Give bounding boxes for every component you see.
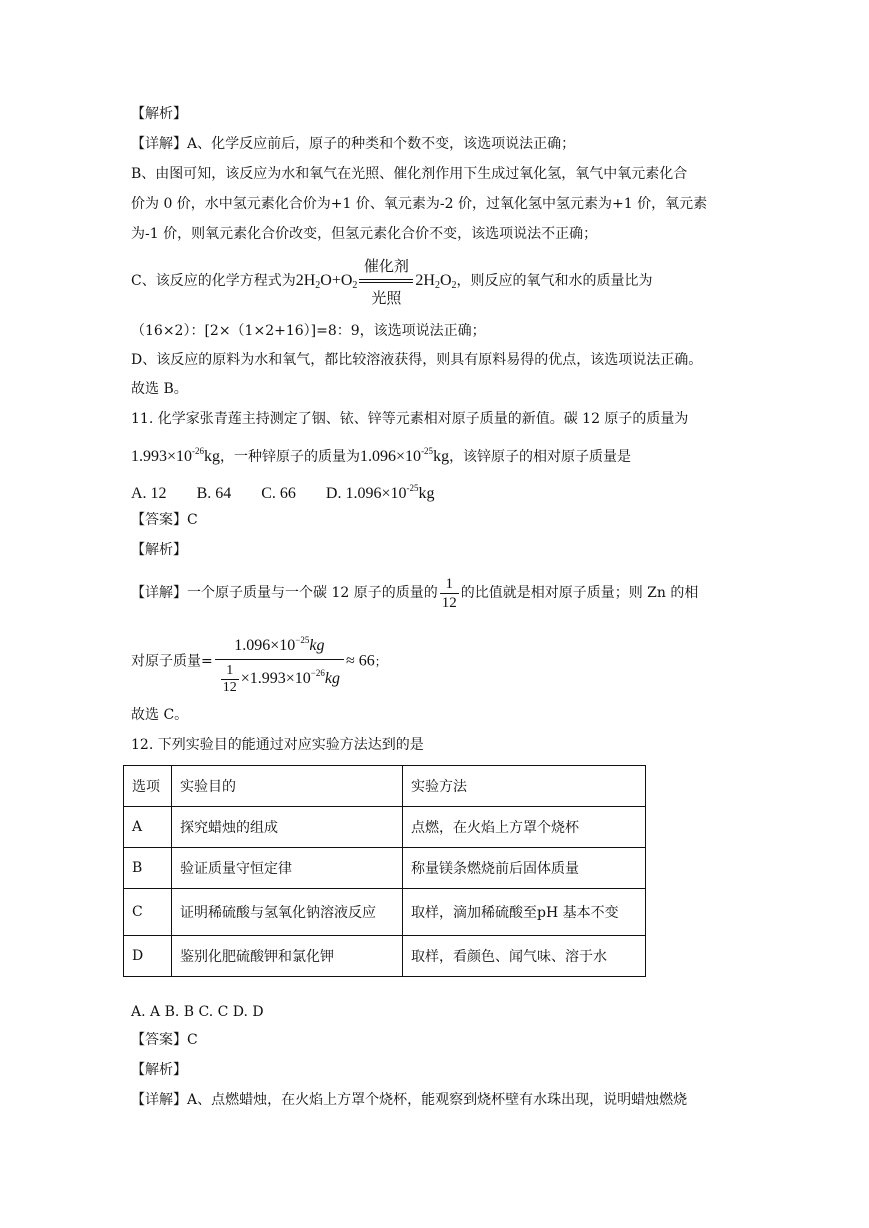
q10-analysis-label: 【解析】 — [131, 106, 187, 122]
row-method: 点燃，在火焰上方罩个烧杯 — [403, 807, 646, 848]
table-row — [124, 848, 646, 889]
q12-stem: 12. 下列实验目的能通过对应实验方法达到的是 — [131, 737, 424, 753]
row-option: D — [124, 936, 172, 977]
row-purpose: 验证质量守恒定律 — [172, 848, 403, 889]
header-option: 选项 — [124, 766, 172, 807]
zinc-mass: $1.096\times 10^{-25}kg$ — [360, 446, 450, 465]
q11-answer: 【答案】C — [131, 512, 198, 528]
q11-options — [131, 478, 435, 504]
q12-analysis-label: 【解析】 — [131, 1062, 187, 1078]
row-method: 取样，滴加稀硫酸至pH 基本不变 — [403, 889, 646, 936]
carbon-mass: $1.993\times 10^{-26}kg$ — [131, 446, 221, 465]
experiment-table — [123, 765, 646, 977]
q10-detail-c-suffix: ，则反应的氧气和水的质量比为 — [456, 273, 653, 289]
row-method: 称量镁条燃烧前后固体质量 — [403, 848, 646, 889]
q11-calculation: 对原子质量= $1.096\times 10^{-25}kg$ $\frac{1}{12}$ $\times 1.993\times 10^{-26}kg$ ≈ 66； — [131, 627, 387, 689]
q11-option-b: B. 64 — [196, 485, 232, 502]
row-option: B — [124, 848, 172, 889]
condition-light: 光照 — [371, 291, 402, 308]
q10-detail-c2: （16×2）：[2×（1×2+16）]=8：9，该选项说法正确； — [131, 323, 486, 339]
table-row — [124, 889, 646, 936]
q10-detail-b2: 价为 0 价，水中氢元素化合价为+1 价、氧元素为-2 价，过氧化氢中氢元素为+1 价，氧元素 — [131, 196, 708, 212]
q10-detail-a: 【详解】A、化学反应前后，原子的种类和个数不变，该选项说法正确； — [131, 136, 576, 152]
q12-options: A. A B. B C. C D. D — [131, 1004, 264, 1020]
q11-option-a: A. 12 — [131, 485, 167, 502]
q10-detail-c-prefix: C、该反应的化学方程式为 — [131, 273, 296, 289]
row-purpose: 证明稀硫酸与氢氧化钠溶液反应 — [172, 889, 403, 936]
q11-stem: 11. 化学家张青莲主持测定了铟、铱、锌等元素相对原子质量的新值。碳 12 原子的质量为 — [131, 411, 689, 427]
one-twelfth-fraction: $\frac{1}{12}$ — [441, 575, 457, 611]
q11-option-d: D. $1.096\times 10^{-25}kg$ — [325, 483, 435, 502]
header-purpose: 实验目的 — [172, 766, 403, 807]
q12-answer: 【答案】C — [131, 1032, 198, 1048]
condition-catalyst: 催化剂 — [363, 259, 409, 276]
q10-detail-b3: 为-1 价，则氧元素化合价改变，但氢元素化合价不变，该选项说法不正确； — [131, 226, 598, 242]
table-row — [124, 936, 646, 977]
q11-analysis-label: 【解析】 — [131, 542, 187, 558]
chemical-equation: $2H_2O+O_2$ 催化剂 光照 $2H_2O_2$ — [295, 259, 457, 308]
q11-conclusion: 故选 C。 — [131, 707, 189, 723]
q12-detail-a: 【详解】A、点燃蜡烛，在火焰上方罩个烧杯，能观察到烧杯壁有水珠出现，说明蜡烛燃烧 — [131, 1092, 688, 1108]
table-header-row — [124, 766, 646, 807]
row-method: 取样，看颜色、闻气味、溶于水 — [403, 936, 646, 977]
q10-detail-b1: B、由图可知，该反应为水和氧气在光照、催化剂作用下生成过氧化氢，氧气中氧元素化合 — [131, 166, 688, 182]
row-option: C — [124, 889, 172, 936]
row-purpose: 探究蜡烛的组成 — [172, 807, 403, 848]
q10-conclusion: 故选 B。 — [131, 381, 188, 397]
row-purpose: 鉴别化肥硫酸钾和氯化钾 — [172, 936, 403, 977]
row-option: A — [124, 807, 172, 848]
table-row — [124, 807, 646, 848]
q11-stem-line2: $1.993\times 10^{-26}kg$，一种锌原子的质量为$1.096\times 10^{-25}kg$，该锌原子的相对原子质量是 — [131, 446, 632, 465]
q11-detail: 【详解】一个原子质量与一个碳 12 原子的质量的 $\frac{1}{12}$ 的比值就是相对原子质量；则 Zn 的相 — [131, 575, 699, 611]
q11-option-c: C. 66 — [261, 485, 296, 502]
header-method: 实验方法 — [403, 766, 646, 807]
relative-mass-fraction: $1.096\times 10^{-25}kg$ $\frac{1}{12}$ $\times 1.993\times 10^{-26}kg$ — [215, 627, 344, 696]
reaction-condition-arrow — [359, 259, 413, 308]
q10-equation-line — [131, 259, 653, 308]
q10-detail-d: D、该反应的原料为水和氧气，都比较溶液获得，则具有原料易得的优点，该选项说法正确。 — [131, 352, 703, 368]
